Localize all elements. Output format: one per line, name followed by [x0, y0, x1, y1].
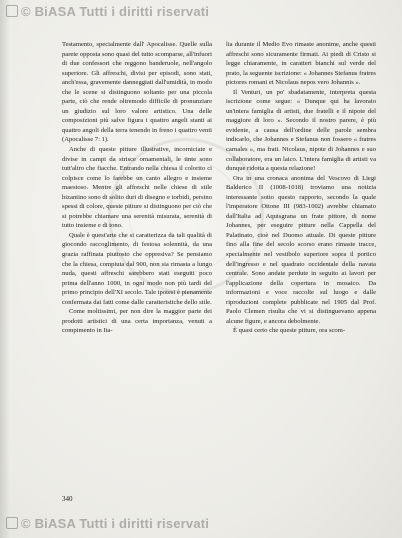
paragraph: Il Venturi, un po' sbadatamente, interpreta questa iscrizione come segue: « Dunque qui ha lavorato un'intera famiglia di artisti, due fratelli e il nipote del maggiore di loro ». Secondo il nostro parere, è più evidente, a causa dell'ordine delle parole sembra indicarlo, che Johannes e Stefanus non fossero « fratres carnales », ma frati. Nicolaus, nipote di Johannes e suo collaboratore, era un laico. L'intera famiglia di artisti va dunque ridotta a questa relazione!	[226, 88, 376, 173]
watermark-top	[6, 4, 209, 19]
biasa-logo-icon	[6, 5, 18, 17]
paragraph: Testamento, specialmente dall' Apocalisse. Quelle sulla parete opposta sono quasi del tutto scomparse, all'infuori di due confessori che reggono banderuole, nell'angolo superiore. Gli affreschi, divisi per episodi, sono stati, anch'essa, gravemente danneggiati dall'umidità, in modo che le scene si distinguono soltanto per una piccola parte, ciò che rende oltremodo difficile di pronunziare un giudizio sul loro valore artistico. Una delle composizioni più salve figura i quattro angeli stanti ai quattro angoli della terra tenendo in freno i quattro venti (Apocalisse 7: 1).	[62, 41, 212, 144]
watermark-bottom-text: © BiASA Tutti i diritti riservati	[21, 516, 210, 531]
paragraph: È quasi certo che queste pitture, ora scom-	[233, 327, 346, 335]
watermark-top-text: © BiASA Tutti i diritti riservati	[21, 4, 210, 19]
paragraph: Anche di queste pitture illustrative, incorniciate e divise in campi da strisce ornamentali, le tinte sono tutt'altro che fiacche. Entrando nella chiesa il colorito ci colpisce come lo farebbe un canto allegro e insieme maestoso. Mentre gli affreschi nelle chiese di stile bizantino sono di solito duri di disegno e torbidi, persino spessi di colore, queste pitture si distinguono per ciò che si potrebbe chiamare una serenità misurata, serenità di tutto insieme e di tono.	[62, 146, 212, 230]
paragraph: Quale è quest'arte che si caratterizza da tali qualità di giocondo raccoglimento, di festosa solennità, da una grazia raffinata piuttosto che oppresiva? Se pensiamo che la chiesa, compiuta dal 900, non sia rimasta a lungo nuda, questi affreschi sarebbero stati eseguiti poco prima dell'anno 1000, in ogni modo non più tardi del primo principio dell'XI secolo. Tale ipotesi è pienamente confermata dai fatti come dalle caratteristiche dello stile.	[62, 231, 212, 306]
left-column	[62, 40, 212, 336]
paragraph: lia durante il Medio Evo rimaste anonime, anche questi affreschi sono sicuramente firmati. Ai piedi di Cristo si legge chiaramente, in caratteri bianchi sul verde del prato, la seguente iscrizione: « Johannes Stefanus fratres pictores romani et Nicolaus nepos vero Johannis ».	[226, 41, 376, 87]
binding-shadow	[0, 0, 10, 538]
right-column	[226, 40, 376, 336]
paragraph: Ora in una cronaca anonima del Vescovo di Liegi Balderico II (1008-1018) troviamo una notizia interessante sotto questo rapporto, secondo la quale l'imperatore Ottone III (983-1002) avrebbe chiamato dall'Italia ad Aquisgrana un frate pittore, di nome Johannes, per eseguire pitture nella Cappella del Palatinato, cioè nel Duomo attuale. Di queste pitture fino alla fine del secolo scorso erano rimaste tracce, specialmente nel vestibolo superiore sopra il portico dell'ingresso e nel quadrato occidentale della navata centrale. Sono andate perdute in seguito ai lavori per l'applicazione della copertura in mosaico. Da informazioni e voce raccolte sul luogo e dalle riproduzioni complete pubblicate nel 1905 dal Prof. Paolo Clemen risulta che vi si distinguevano appena alcune figure, e ancora debolmente.	[226, 174, 376, 325]
page-number: 340	[62, 495, 73, 503]
biasa-logo-icon	[6, 517, 18, 529]
watermark-bottom	[6, 516, 209, 531]
paragraph: Come moltissimi, per non dire la maggior parte dei prodotti artistici di una certa importanza, venuti a compimento in Ita-	[62, 308, 212, 335]
